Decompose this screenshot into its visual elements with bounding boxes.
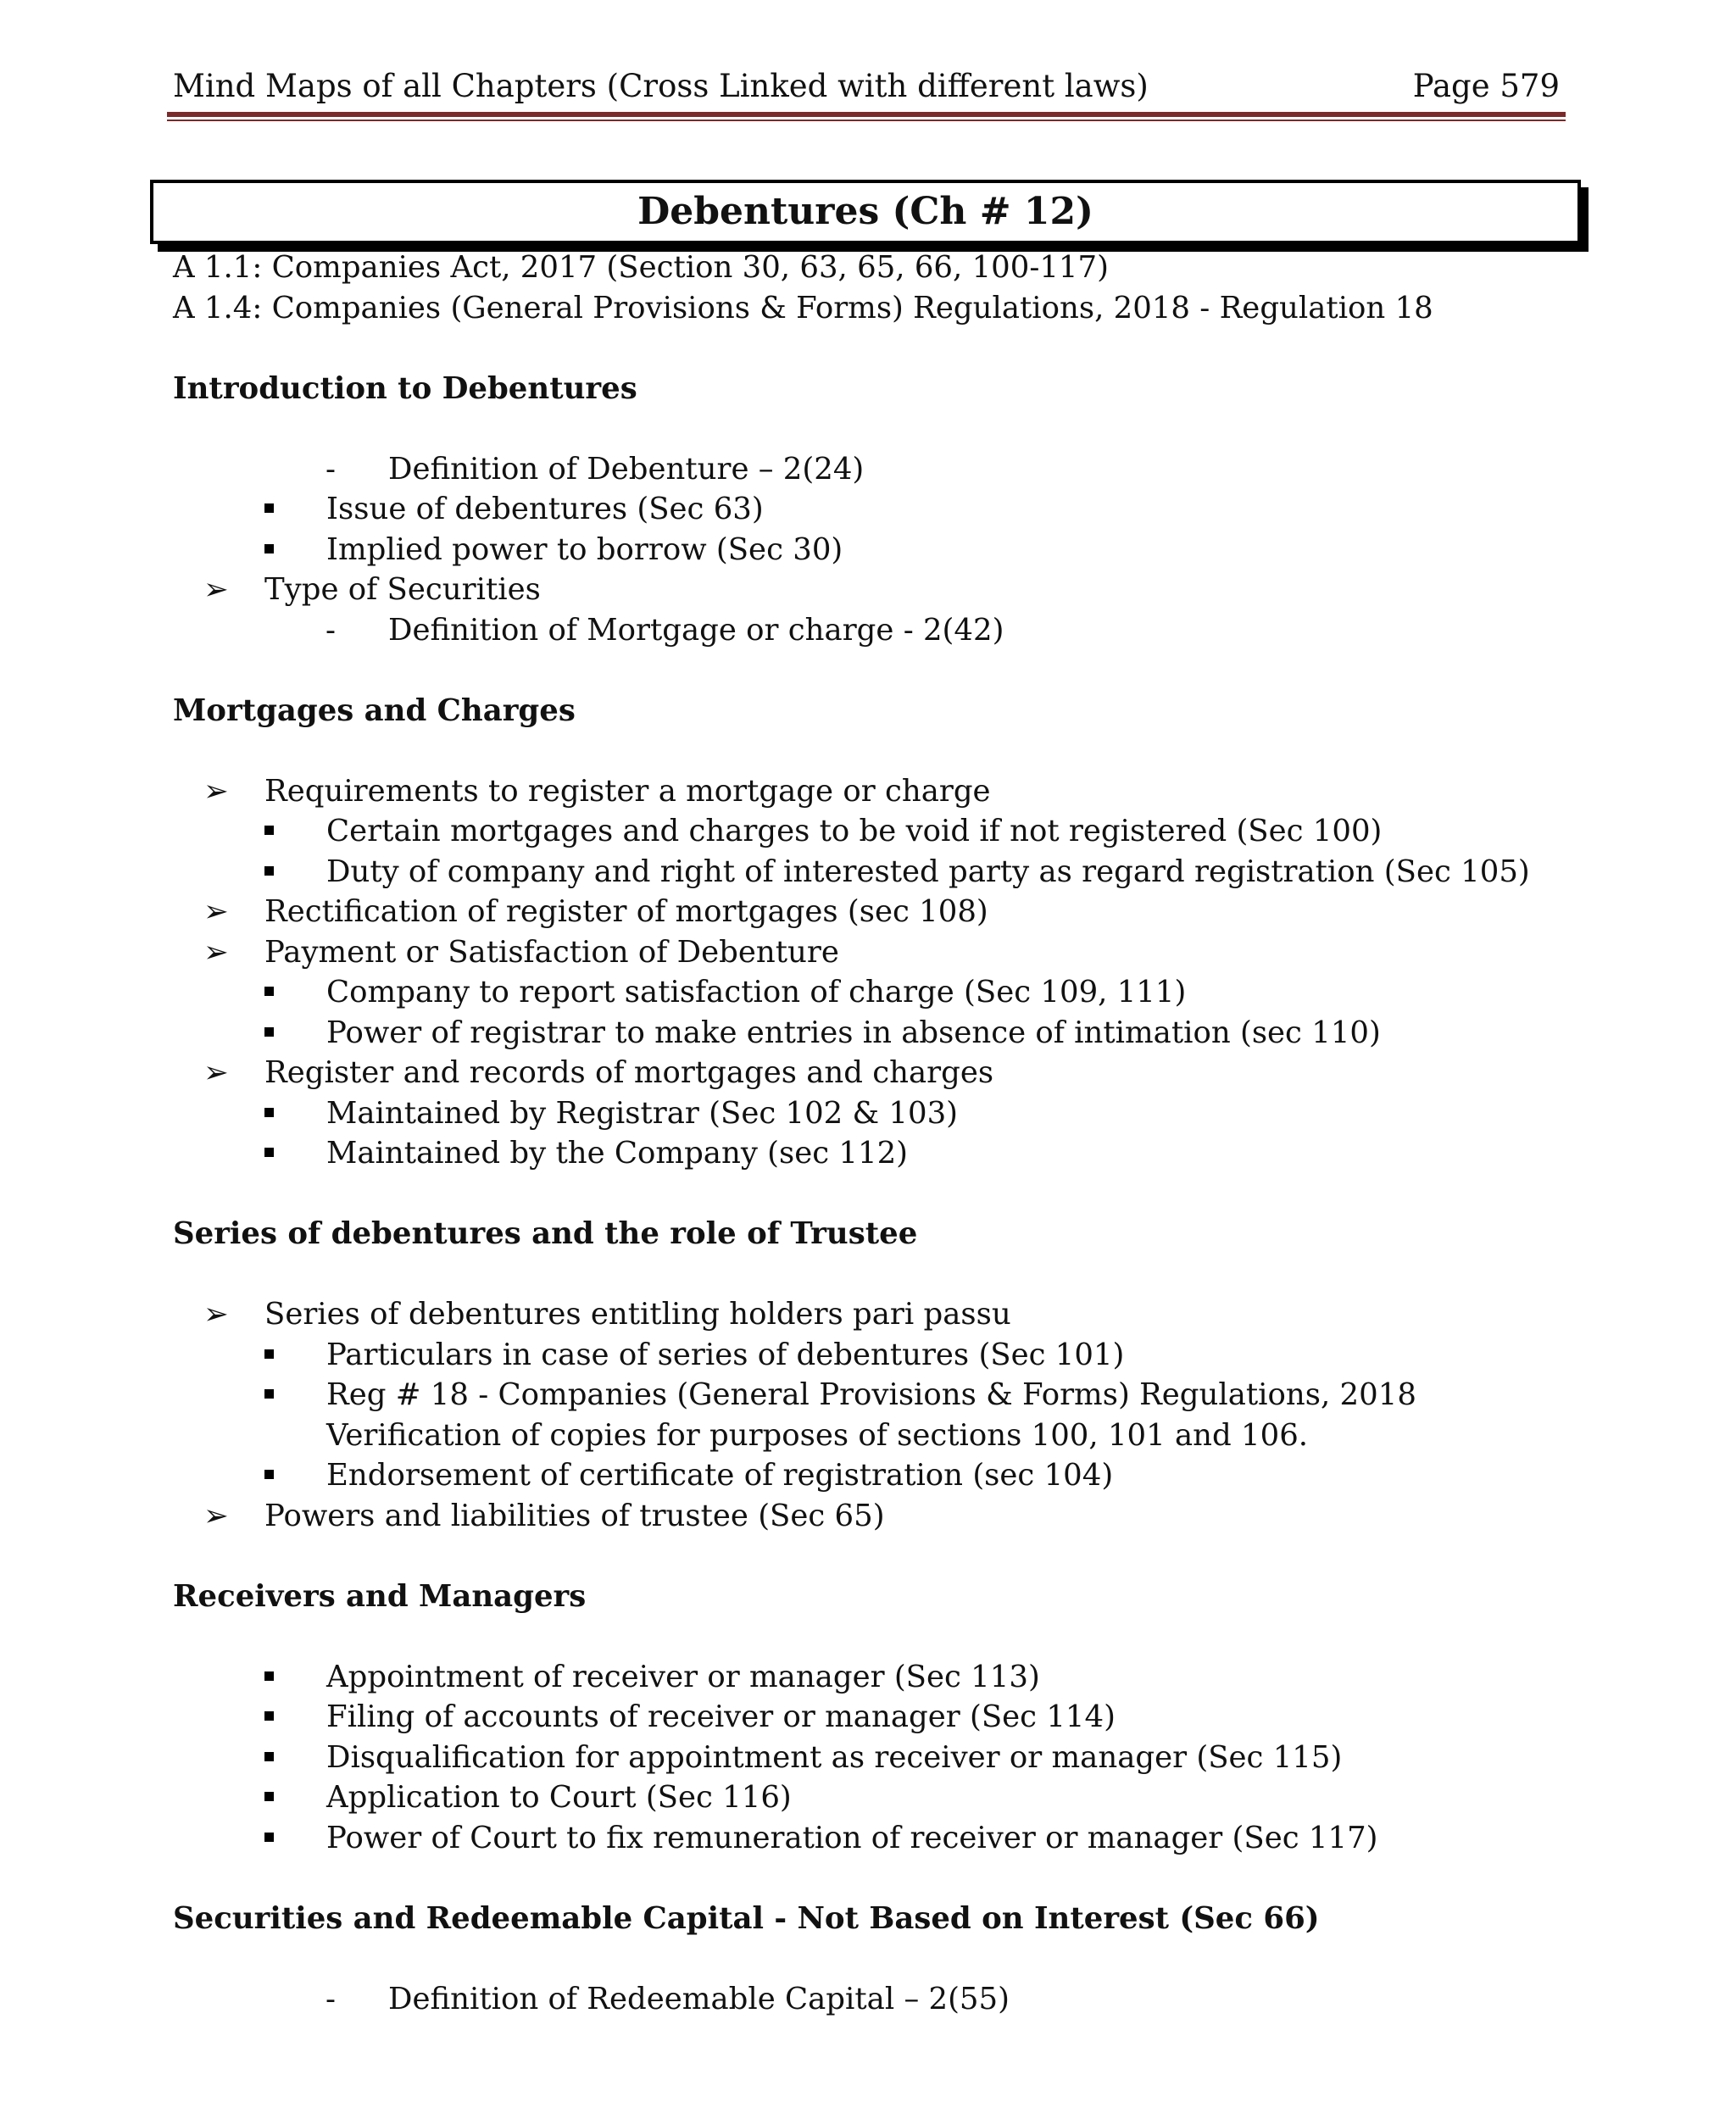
list-item-text: Power of Court to fix remuneration of receiver or manager (Sec 117) — [326, 1820, 1378, 1855]
list-item — [173, 1133, 1572, 1174]
list-item — [173, 1294, 1572, 1335]
square-bullet-icon — [264, 972, 274, 1013]
arrow-bullet-icon: ➢ — [203, 773, 229, 809]
list-item-text: Powers and liabilities of trustee (Sec 65) — [264, 1498, 885, 1533]
list-item-text: Particulars in case of series of debentures (Sec 101) — [326, 1337, 1125, 1372]
page-number: Page 579 — [1412, 68, 1560, 104]
square-bullet-icon — [264, 1375, 274, 1416]
square-bullet-icon — [264, 1777, 274, 1818]
list-item — [173, 610, 1572, 651]
list-item — [173, 852, 1572, 893]
list-item-text: Series of debentures entitling holders pari passu — [264, 1297, 1011, 1332]
arrow-bullet-icon: ➢ — [203, 1055, 229, 1090]
section-heading: Mortgages and Charges — [173, 692, 576, 728]
list-item — [173, 1455, 1572, 1496]
square-bullet-icon — [264, 530, 274, 570]
square-bullet-icon — [264, 852, 274, 893]
square-bullet-icon — [264, 811, 274, 852]
list-item-text: Issue of debentures (Sec 63) — [326, 492, 764, 526]
header-rule — [167, 112, 1566, 117]
section-heading: Series of debentures and the role of Trustee — [173, 1216, 918, 1251]
list-item-text: Definition of Mortgage or charge - 2(42) — [388, 612, 1004, 648]
spacer — [173, 1616, 1572, 1657]
document-body — [173, 248, 1572, 2019]
chapter-title: Debentures (Ch # 12) — [637, 190, 1093, 233]
spacer — [173, 1536, 1572, 1577]
square-bullet-icon — [264, 1093, 274, 1134]
list-item — [173, 972, 1572, 1013]
page-header — [173, 61, 1560, 112]
list-item-text: Application to Court (Sec 116) — [326, 1780, 792, 1815]
list-item — [173, 1093, 1572, 1134]
list-item-text: Filing of accounts of receiver or manager (Sec 114) — [326, 1699, 1116, 1734]
list-item-text: Endorsement of certificate of registration (sec 104) — [326, 1458, 1114, 1493]
spacer — [173, 1254, 1572, 1295]
list-item — [173, 570, 1572, 610]
list-item — [173, 1697, 1572, 1738]
section-heading: Introduction to Debentures — [173, 370, 637, 406]
spacer — [173, 731, 1572, 771]
list-item-text: Company to report satisfaction of charge (Sec 109, 111) — [326, 975, 1187, 1010]
list-item-text: Maintained by Registrar (Sec 102 & 103) — [326, 1095, 959, 1131]
list-item — [173, 1496, 1572, 1537]
header-rule-thin — [167, 120, 1566, 121]
dash-marker: - — [326, 451, 336, 487]
list-item-text: Reg # 18 - Companies (General Provisions & Forms) Regulations, 2018 Verification of copies for purposes of sections 100, 101 and 106. — [326, 1377, 1416, 1453]
reference-line: A 1.1: Companies Act, 2017 (Section 30, 63, 65, 66, 100-117) — [173, 250, 1109, 285]
list-item — [173, 1335, 1572, 1376]
list-item-text: Implied power to borrow (Sec 30) — [326, 531, 843, 567]
list-item — [173, 1053, 1572, 1093]
square-bullet-icon — [264, 1697, 274, 1738]
header-title: Mind Maps of all Chapters (Cross Linked with different laws) — [173, 68, 1149, 104]
list-item — [173, 1777, 1572, 1818]
square-bullet-icon — [264, 1013, 274, 1054]
list-item — [173, 932, 1572, 973]
list-item-text: Maintained by the Company (sec 112) — [326, 1136, 909, 1171]
square-bullet-icon — [264, 1738, 274, 1778]
list-item — [173, 1738, 1572, 1778]
square-bullet-icon — [264, 1818, 274, 1859]
list-item-text: Type of Securities — [264, 572, 541, 607]
square-bullet-icon — [264, 1455, 274, 1496]
spacer — [173, 1938, 1572, 1979]
arrow-bullet-icon: ➢ — [203, 894, 229, 929]
section-heading: Securities and Redeemable Capital - Not Based on Interest (Sec 66) — [173, 1900, 1320, 1936]
spacer — [173, 328, 1572, 369]
chapter-title-box — [150, 180, 1581, 244]
list-item-text: Requirements to register a mortgage or charge — [264, 773, 991, 809]
spacer — [173, 650, 1572, 691]
list-item — [173, 892, 1572, 932]
list-item-text: Appointment of receiver or manager (Sec 113) — [326, 1659, 1040, 1694]
list-item — [173, 530, 1572, 570]
square-bullet-icon — [264, 1335, 274, 1376]
list-item — [173, 811, 1572, 852]
list-item — [173, 1375, 1572, 1455]
spacer — [173, 1174, 1572, 1215]
spacer — [173, 1858, 1572, 1899]
list-item-text: Definition of Debenture – 2(24) — [388, 451, 865, 487]
spacer — [173, 409, 1572, 449]
square-bullet-icon — [264, 489, 274, 530]
list-item — [173, 449, 1572, 490]
list-item-text: Duty of company and right of interested party as regard registration (Sec 105) — [326, 854, 1530, 889]
list-item-text: Register and records of mortgages and charges — [264, 1055, 994, 1090]
section-heading: Receivers and Managers — [173, 1578, 587, 1614]
square-bullet-icon — [264, 1133, 274, 1174]
square-bullet-icon — [264, 1657, 274, 1698]
list-item — [173, 1657, 1572, 1698]
list-item-text: Certain mortgages and charges to be void if not registered (Sec 100) — [326, 814, 1383, 848]
list-item — [173, 1818, 1572, 1859]
dash-marker: - — [326, 1981, 336, 2016]
list-item — [173, 1979, 1572, 2020]
list-item — [173, 771, 1572, 812]
arrow-bullet-icon: ➢ — [203, 1297, 229, 1332]
list-item — [173, 489, 1572, 530]
list-item-text: Payment or Satisfaction of Debenture — [264, 934, 839, 970]
list-item-text: Definition of Redeemable Capital – 2(55) — [388, 1981, 1010, 2016]
dash-marker: - — [326, 612, 336, 648]
arrow-bullet-icon: ➢ — [203, 572, 229, 607]
reference-line: A 1.4: Companies (General Provisions & Forms) Regulations, 2018 - Regulation 18 — [173, 290, 1433, 325]
list-item-text: Rectification of register of mortgages (sec 108) — [264, 894, 988, 929]
list-item-text: Disqualification for appointment as receiver or manager (Sec 115) — [326, 1739, 1343, 1775]
list-item-text: Power of registrar to make entries in absence of intimation (sec 110) — [326, 1015, 1381, 1050]
arrow-bullet-icon: ➢ — [203, 934, 229, 970]
list-item — [173, 1013, 1572, 1054]
arrow-bullet-icon: ➢ — [203, 1498, 229, 1533]
